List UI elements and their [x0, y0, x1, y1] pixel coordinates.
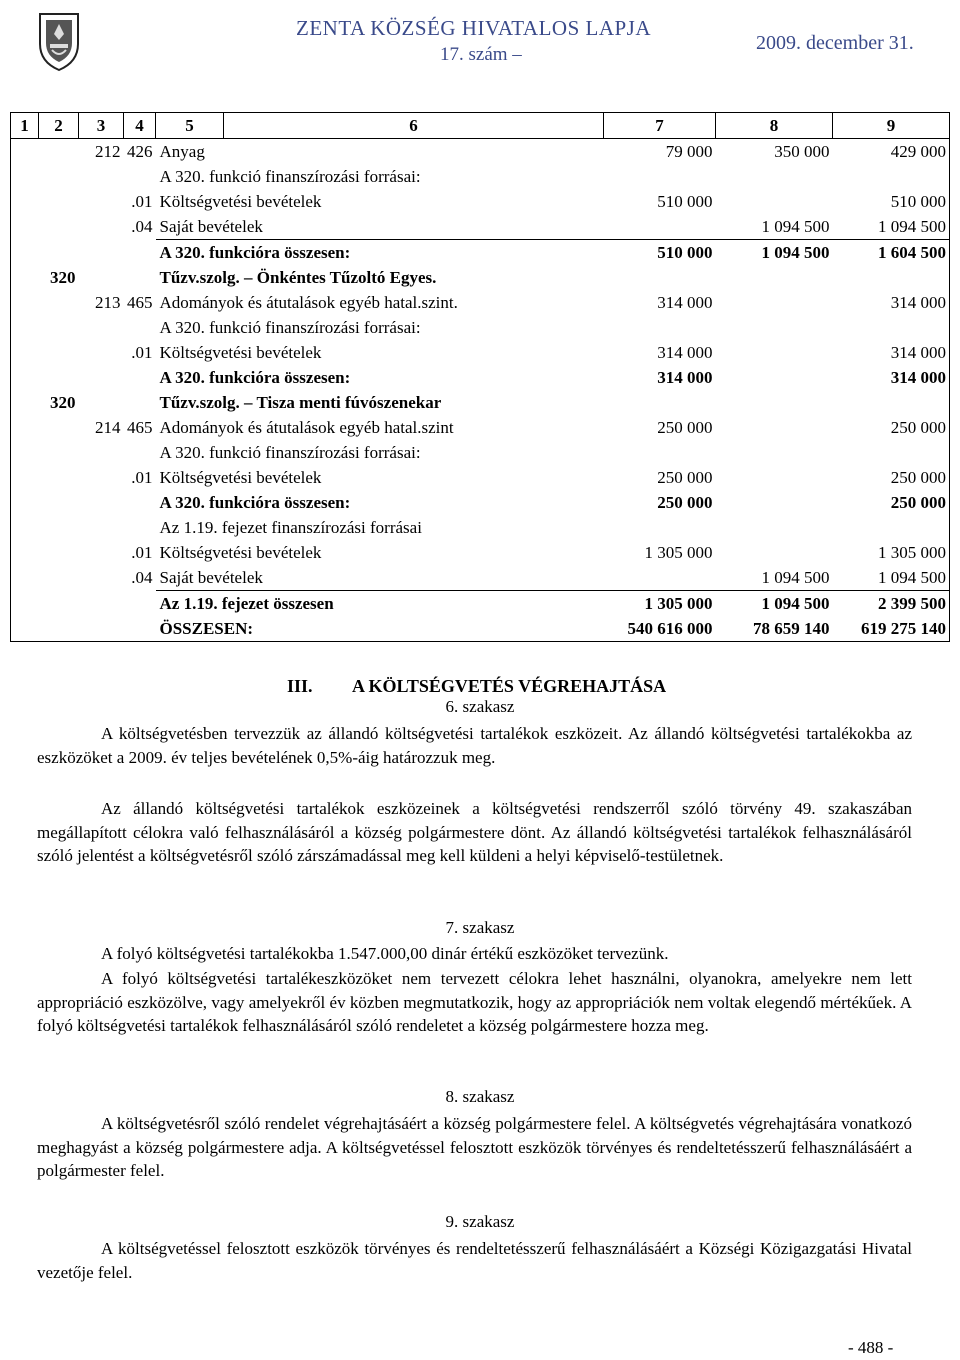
table-row: [11, 616, 950, 642]
table-cell: 314 000: [657, 293, 713, 312]
table-row: [11, 415, 950, 440]
table-cell: [79, 214, 124, 240]
table-cell: [124, 591, 156, 617]
table-cell: [79, 365, 124, 390]
table-cell: [11, 214, 79, 240]
table-cell: [604, 440, 716, 465]
table-cell: [79, 540, 124, 565]
table-cell: [716, 465, 833, 490]
table-row: [11, 290, 950, 315]
table-cell: 540 616 000: [604, 616, 716, 642]
table-cell: 350 000: [774, 142, 830, 161]
table-cell: Költségvetési bevételek: [159, 192, 322, 211]
table-cell: 320: [11, 265, 79, 290]
table-cell: [124, 240, 156, 266]
issue-date: 2009. december 31.: [756, 32, 914, 54]
column-header: 9: [833, 113, 950, 139]
table-cell: 214: [95, 418, 121, 437]
table-cell: [79, 465, 124, 490]
table-cell: A 320. funkció finanszírozási forrásai:: [159, 443, 421, 462]
table-cell: [79, 240, 124, 266]
table-cell: 429 000: [833, 139, 950, 165]
page-header: [0, 0, 960, 90]
table-cell: [124, 265, 156, 290]
column-header: 1: [11, 113, 39, 139]
table-cell: [716, 515, 833, 540]
table-cell: [716, 490, 833, 515]
table-cell: 213: [95, 293, 121, 312]
table-cell: [124, 490, 156, 515]
table-cell: [124, 440, 156, 465]
table-cell: Költségvetési bevételek: [159, 543, 322, 562]
paragraph: A folyó költségvetési tartalékokba 1.547.000,00 dinár értékű eszközöket tervezünk.: [101, 944, 669, 963]
table-cell: A 320. funkcióra összesen:: [159, 243, 351, 262]
table-cell: [79, 440, 124, 465]
journal-title: ZENTA KÖZSÉG HIVATALOS LAPJA: [296, 16, 652, 40]
table-cell: [79, 565, 124, 591]
table-cell: Költségvetési bevételek: [159, 343, 322, 362]
table-cell: A 320. funkcióra összesen:: [159, 493, 351, 512]
table-cell: [124, 390, 156, 415]
table-cell: 619 275 140: [833, 616, 950, 642]
table-cell: [604, 265, 716, 290]
table-cell: Saját bevételek: [156, 214, 604, 240]
table-cell: [79, 490, 124, 515]
table-row: [11, 540, 950, 565]
table-cell: 79 000: [665, 142, 713, 161]
table-cell: 1 604 500: [833, 240, 950, 266]
table-cell: [11, 490, 79, 515]
table-row: [11, 240, 950, 266]
table-cell: [124, 315, 156, 340]
table-cell: [79, 515, 124, 540]
table-cell: [716, 315, 833, 340]
table-row: [11, 490, 950, 515]
table-cell: [11, 616, 79, 642]
table-cell: 320: [11, 390, 79, 415]
column-header: 3: [79, 113, 124, 139]
table-row: [11, 440, 950, 465]
table-cell: A 320. funkció finanszírozási forrásai:: [159, 167, 421, 186]
table-cell: 250 000: [657, 493, 713, 512]
table-cell: [11, 365, 79, 390]
table-cell: [79, 315, 124, 340]
table-cell: 1 094 500: [761, 594, 830, 613]
paragraph: A folyó költségvetési tartalékeszközöket nem tervezett célokra lehet használni, olyanokra, amelyekre nem lett appropriáció eszközölve, vagy amelyekről év közben megmutatkozik, hogy az appropriációk nem voltak elegendő mértékűek. A folyó költségvetési tartalékok felhasználásáról szóló rendeletet a község polgármestere hozza meg.: [37, 969, 912, 1035]
table-cell: Tűzv.szolg. – Tisza menti fúvószenekar: [159, 393, 442, 412]
table-cell: [11, 315, 79, 340]
table-cell: 250 000: [657, 418, 713, 437]
table-cell: [11, 591, 79, 617]
table-cell: 314 000: [657, 343, 713, 362]
table-cell: [79, 189, 124, 214]
table-cell: Adományok és átutalások egyéb hatal.szint.: [159, 293, 458, 312]
table-cell: [716, 265, 833, 290]
table-row: [11, 340, 950, 365]
table-cell: [716, 290, 833, 315]
table-cell: [716, 365, 833, 390]
chapter-number: III.: [287, 676, 313, 696]
table-cell: [716, 540, 833, 565]
column-header: 2: [39, 113, 79, 139]
table-cell: [11, 290, 79, 315]
table-cell: 250 000: [833, 490, 950, 515]
column-header: 8: [716, 113, 833, 139]
table-cell: [124, 164, 156, 189]
table-cell: 1 094 500: [761, 243, 830, 262]
table-cell: Anyag: [159, 142, 205, 161]
table-cell: .01: [131, 543, 153, 562]
table-cell: [11, 139, 79, 165]
table-row: [11, 365, 950, 390]
table-cell: [716, 164, 833, 189]
table-row: [11, 139, 950, 165]
table-cell: [604, 515, 716, 540]
table-cell: [604, 315, 716, 340]
table-cell: [79, 265, 124, 290]
table-cell: 1 094 500: [716, 565, 833, 591]
paragraph: A költségvetésről szóló rendelet végrehajtásáért a község polgármestere felel. A költségvetés végrehajtására vonatkozó meghagyást a község polgármestere adja. A költségvetéssel felosztott eszközök törvényes és rendeltetésszerű felhasználásáért a polgármester felel.: [37, 1114, 912, 1180]
table-cell: [604, 164, 716, 189]
table-cell: [833, 265, 950, 290]
column-header: 6: [224, 113, 604, 139]
table-cell: 314 000: [833, 365, 950, 390]
table-cell: 510 000: [657, 243, 713, 262]
table-cell: 250 000: [833, 465, 950, 490]
table-cell: [833, 515, 950, 540]
section-title: 7. szakasz: [445, 918, 515, 937]
table-cell: [716, 415, 833, 440]
table-cell: [11, 189, 79, 214]
table-cell: 1 305 000: [644, 543, 713, 562]
column-header: 4: [124, 113, 156, 139]
table-cell: [604, 565, 716, 591]
table-cell: [79, 591, 124, 617]
table-row: [11, 465, 950, 490]
table-cell: [11, 240, 79, 266]
table-cell: 1 094 500: [716, 214, 833, 240]
table-cell: 426: [127, 142, 153, 161]
table-cell: .04: [131, 217, 153, 237]
table-cell: A 320. funkció finanszírozási forrásai:: [159, 318, 421, 337]
table-row: [11, 565, 950, 591]
table-cell: Saját bevételek: [156, 565, 604, 591]
paragraph: A költségvetésben tervezzük az állandó költségvetési tartalékok eszközeit. Az állandó költségvetési tartalékokba az eszközöket a 2009. év teljes bevételének 0,5%-áig határozzuk meg.: [37, 724, 912, 767]
table-cell: .01: [131, 468, 153, 487]
section-title: 6. szakasz: [445, 697, 515, 716]
table-cell: [124, 515, 156, 540]
section-title: 9. szakasz: [445, 1212, 515, 1231]
table-row: [11, 189, 950, 214]
table-cell: 250 000: [657, 468, 713, 487]
table-cell: [124, 365, 156, 390]
table-cell: [716, 440, 833, 465]
paragraph: A költségvetéssel felosztott eszközök törvényes és rendeltetésszerű felhasználásáért a Községi Közigazgatási Hivatal vezetője felel.: [37, 1239, 912, 1282]
table-row: [11, 390, 950, 415]
table-cell: [11, 340, 79, 365]
table-row: [11, 214, 950, 240]
table-cell: Az 1.19. fejezet finanszírozási forrásai: [159, 518, 422, 537]
table-cell: .01: [131, 192, 153, 211]
section-title: 8. szakasz: [445, 1087, 515, 1106]
table-cell: Költségvetési bevételek: [159, 468, 322, 487]
column-header: 7: [604, 113, 716, 139]
table-cell: [11, 465, 79, 490]
page-number: - 488 -: [848, 1338, 894, 1357]
table-cell: [79, 164, 124, 189]
table-cell: 1 305 000: [833, 540, 950, 565]
table-cell: [79, 340, 124, 365]
table-cell: Tűzv.szolg. – Önkéntes Tűzoltó Egyes.: [159, 268, 437, 287]
table-row: [11, 315, 950, 340]
table-cell: [79, 616, 124, 642]
table-cell: [716, 340, 833, 365]
table-cell: 465: [127, 293, 153, 312]
table-cell: Az 1.19. fejezet összesen: [159, 594, 334, 613]
table-cell: [833, 440, 950, 465]
table-cell: 465: [127, 418, 153, 437]
table-cell: ÖSSZESEN:: [156, 616, 604, 642]
table-cell: [11, 515, 79, 540]
table-cell: [11, 565, 79, 591]
table-cell: 2 399 500: [833, 591, 950, 617]
table-row: [11, 515, 950, 540]
table-cell: [716, 390, 833, 415]
table-cell: 78 659 140: [716, 616, 833, 642]
table-cell: 1 094 500: [833, 565, 950, 591]
table-cell: [716, 189, 833, 214]
table-cell: .04: [131, 568, 153, 588]
table-header-row: [11, 113, 950, 139]
coat-of-arms-icon: [36, 10, 82, 72]
table-cell: [833, 390, 950, 415]
table-row: [11, 265, 950, 290]
table-cell: 1 305 000: [644, 594, 713, 613]
table-cell: 510 000: [833, 189, 950, 214]
table-row: [11, 591, 950, 617]
table-cell: [604, 390, 716, 415]
issue-number: 17. szám –: [440, 44, 522, 65]
table-cell: [833, 164, 950, 189]
table-cell: 250 000: [833, 415, 950, 440]
table-cell: 314 000: [833, 340, 950, 365]
table-cell: [833, 315, 950, 340]
table-cell: Adományok és átutalások egyéb hatal.szint: [159, 418, 454, 437]
table-cell: [11, 440, 79, 465]
table-cell: .01: [131, 343, 153, 362]
table-cell: A 320. funkcióra összesen:: [159, 368, 351, 387]
table-cell: 314 000: [833, 290, 950, 315]
table-cell: 1 094 500: [833, 214, 950, 240]
table-cell: 510 000: [657, 192, 713, 211]
table-cell: [11, 164, 79, 189]
table-cell: [604, 214, 716, 240]
table-cell: [79, 390, 124, 415]
table-cell: [124, 616, 156, 642]
column-header: 5: [156, 113, 224, 139]
table-cell: 314 000: [657, 368, 713, 387]
chapter-title: A KÖLTSÉGVETÉS VÉGREHAJTÁSA: [352, 676, 667, 696]
table-cell: 212: [95, 142, 121, 161]
table-row: [11, 164, 950, 189]
paragraph: Az állandó költségvetési tartalékok eszközeinek a költségvetési rendszerről szóló törvény 49. szakaszában megállapított célokra való felhasználásáról a község polgármestere dönt. Az állandó költségvetési tartalékok felhasználásáról szóló jelentést a költségvetésről szóló zárszámadással meg kell küldeni a helyi képviselő-testületnek.: [37, 799, 912, 865]
budget-table: [10, 112, 950, 642]
table-cell: [11, 540, 79, 565]
table-cell: [11, 415, 79, 440]
